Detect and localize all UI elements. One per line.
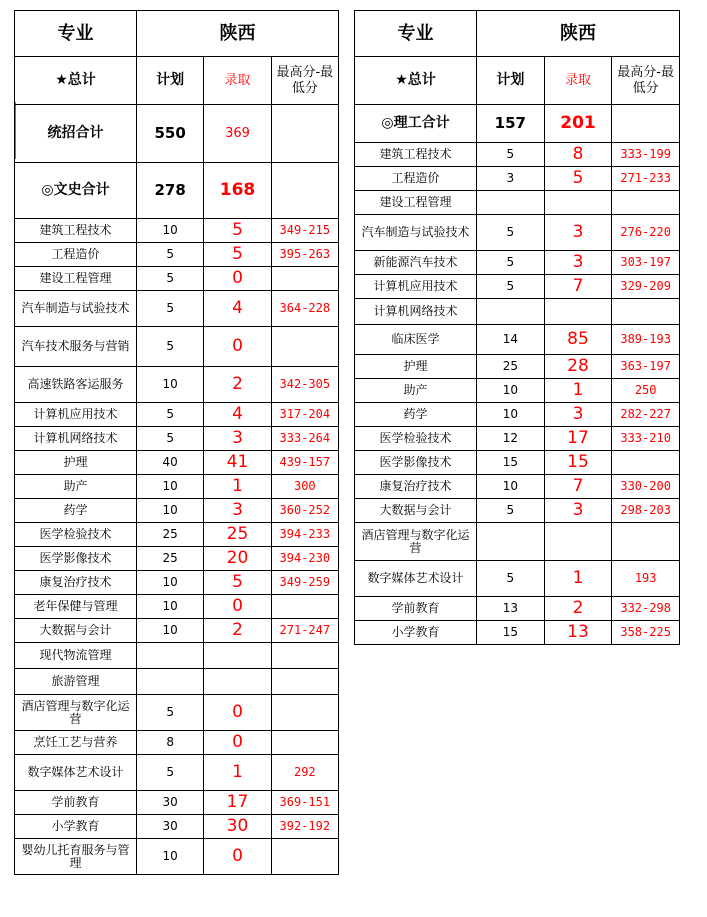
table-row: [355, 275, 680, 299]
table-row: [15, 403, 339, 427]
plan-count: 10: [477, 379, 545, 403]
table-row: [15, 695, 339, 731]
admit-count: [544, 523, 612, 561]
table-row: [15, 267, 339, 291]
admit-count: 1: [544, 561, 612, 597]
score-range: [271, 105, 338, 163]
plan-count: 5: [137, 695, 204, 731]
score-range: [612, 191, 680, 215]
admit-count: 13: [544, 621, 612, 645]
plan-count: 278: [137, 163, 204, 219]
table-row: [355, 167, 680, 191]
major-name: 小学教育: [15, 815, 137, 839]
plan-count: 25: [137, 523, 204, 547]
plan-count: 12: [477, 427, 545, 451]
table-row: [15, 219, 339, 243]
major-name: 计算机网络技术: [355, 299, 477, 325]
header-range: 最高分-最低分: [271, 57, 338, 105]
major-name: 老年保健与管理: [15, 595, 137, 619]
admit-count: 28: [544, 355, 612, 379]
table-row: [15, 669, 339, 695]
table-row: [15, 427, 339, 451]
major-name: 药学: [355, 403, 477, 427]
plan-count: 5: [477, 499, 545, 523]
score-range: 329-209: [612, 275, 680, 299]
right-table: [354, 10, 680, 645]
admit-count: 8: [544, 143, 612, 167]
score-range: 333-199: [612, 143, 680, 167]
major-name: 康复治疗技术: [15, 571, 137, 595]
major-name: 数字媒体艺术设计: [15, 755, 137, 791]
admit-count: 369: [204, 105, 271, 163]
admit-count: 5: [204, 243, 271, 267]
major-name: 汽车制造与试验技术: [15, 291, 137, 327]
admit-count: 1: [544, 379, 612, 403]
table-row: [15, 595, 339, 619]
admit-count: 3: [544, 215, 612, 251]
score-range: [612, 299, 680, 325]
plan-count: 5: [137, 427, 204, 451]
major-name: 护理: [15, 451, 137, 475]
plan-count: 5: [477, 215, 545, 251]
major-name: 大数据与会计: [355, 499, 477, 523]
admit-count: 20: [204, 547, 271, 571]
plan-count: [477, 523, 545, 561]
table-row: [355, 451, 680, 475]
plan-count: 5: [477, 561, 545, 597]
admit-count: 7: [544, 475, 612, 499]
score-range: [271, 839, 338, 875]
score-range: [271, 163, 338, 219]
header-plan: 计划: [137, 57, 204, 105]
score-range: 439-157: [271, 451, 338, 475]
admit-count: 17: [544, 427, 612, 451]
table-row: [15, 327, 339, 367]
table-row: [15, 791, 339, 815]
table-row: [15, 815, 339, 839]
score-range: 193: [612, 561, 680, 597]
score-range: 292: [271, 755, 338, 791]
table-row: [15, 643, 339, 669]
score-range: 330-200: [612, 475, 680, 499]
score-range: 282-227: [612, 403, 680, 427]
plan-count: 15: [477, 451, 545, 475]
score-range: 349-259: [271, 571, 338, 595]
table-row: [355, 499, 680, 523]
major-name: 酒店管理与数字化运营: [15, 695, 137, 731]
major-name: 酒店管理与数字化运营: [355, 523, 477, 561]
score-range: 332-298: [612, 597, 680, 621]
plan-count: 10: [137, 499, 204, 523]
table-row: [15, 839, 339, 875]
admit-count: 168: [204, 163, 271, 219]
score-range: [612, 105, 680, 143]
major-name: 汽车技术服务与营销: [15, 327, 137, 367]
table-row: [355, 427, 680, 451]
admit-count: 5: [204, 219, 271, 243]
admit-count: [204, 643, 271, 669]
score-range: 250: [612, 379, 680, 403]
score-range: 298-203: [612, 499, 680, 523]
plan-count: 5: [137, 403, 204, 427]
score-range: 276-220: [612, 215, 680, 251]
table-row: [15, 367, 339, 403]
table-row: [15, 291, 339, 327]
major-name: 医学影像技术: [355, 451, 477, 475]
score-range: 395-263: [271, 243, 338, 267]
admit-count: 2: [204, 619, 271, 643]
score-range: 364-228: [271, 291, 338, 327]
plan-count: 40: [137, 451, 204, 475]
major-name: 助产: [355, 379, 477, 403]
score-range: 394-233: [271, 523, 338, 547]
plan-count: 5: [137, 755, 204, 791]
score-range: [271, 669, 338, 695]
header-total: ★总计: [15, 57, 137, 105]
admit-count: 25: [204, 523, 271, 547]
admit-count: 0: [204, 695, 271, 731]
plan-count: 5: [137, 291, 204, 327]
major-name: 烹饪工艺与营养: [15, 731, 137, 755]
score-range: [271, 327, 338, 367]
major-name: 学前教育: [355, 597, 477, 621]
major-name: 高速铁路客运服务: [15, 367, 137, 403]
table-row: [355, 561, 680, 597]
major-name: 建设工程管理: [355, 191, 477, 215]
admit-count: 1: [204, 755, 271, 791]
score-range: [271, 595, 338, 619]
admit-count: 2: [544, 597, 612, 621]
major-name: 临床医学: [355, 325, 477, 355]
plan-count: 25: [477, 355, 545, 379]
major-name: 工程造价: [15, 243, 137, 267]
major-name: 药学: [15, 499, 137, 523]
table-row: [355, 215, 680, 251]
summary-row: [355, 105, 680, 143]
major-name: 医学影像技术: [15, 547, 137, 571]
plan-count: 5: [137, 327, 204, 367]
admit-count: 41: [204, 451, 271, 475]
plan-count: 10: [477, 475, 545, 499]
plan-count: 10: [137, 475, 204, 499]
header-range: 最高分-最低分: [612, 57, 680, 105]
plan-count: 10: [137, 219, 204, 243]
table-row: [355, 621, 680, 645]
table-row: [15, 619, 339, 643]
major-name: 工程造价: [355, 167, 477, 191]
admit-count: 0: [204, 731, 271, 755]
table-row: [355, 379, 680, 403]
plan-count: 5: [477, 275, 545, 299]
major-name: 医学检验技术: [15, 523, 137, 547]
header-major: 专业: [355, 11, 477, 57]
admit-count: 85: [544, 325, 612, 355]
table-row: [355, 299, 680, 325]
major-name: 建筑工程技术: [15, 219, 137, 243]
admit-count: 0: [204, 595, 271, 619]
table-row: [15, 523, 339, 547]
admit-count: 201: [544, 105, 612, 143]
major-name: 医学检验技术: [355, 427, 477, 451]
admit-count: 17: [204, 791, 271, 815]
plan-count: 550: [137, 105, 204, 163]
plan-count: 5: [477, 251, 545, 275]
table-row: [355, 191, 680, 215]
admit-count: 4: [204, 403, 271, 427]
plan-count: 157: [477, 105, 545, 143]
major-name: ◎理工合计: [355, 105, 477, 143]
major-name: 建设工程管理: [15, 267, 137, 291]
plan-count: 10: [137, 619, 204, 643]
plan-count: 25: [137, 547, 204, 571]
plan-count: 5: [137, 243, 204, 267]
plan-count: 10: [137, 571, 204, 595]
plan-count: [477, 299, 545, 325]
admit-count: [544, 191, 612, 215]
major-name: 现代物流管理: [15, 643, 137, 669]
table-row: [15, 243, 339, 267]
admit-count: 4: [204, 291, 271, 327]
major-name: 护理: [355, 355, 477, 379]
plan-count: 13: [477, 597, 545, 621]
score-range: [271, 695, 338, 731]
admit-count: [204, 669, 271, 695]
summary-row: [15, 163, 339, 219]
major-name: 大数据与会计: [15, 619, 137, 643]
admit-count: 3: [204, 499, 271, 523]
summary-row: [15, 105, 339, 163]
admit-count: 15: [544, 451, 612, 475]
plan-count: [137, 669, 204, 695]
score-range: 358-225: [612, 621, 680, 645]
plan-count: 10: [477, 403, 545, 427]
major-name: 建筑工程技术: [355, 143, 477, 167]
score-range: 333-210: [612, 427, 680, 451]
major-name: ◎文史合计: [15, 163, 137, 219]
score-range: [271, 267, 338, 291]
score-range: 333-264: [271, 427, 338, 451]
plan-count: [137, 643, 204, 669]
header-total: ★总计: [355, 57, 477, 105]
table-row: [15, 755, 339, 791]
admit-count: 30: [204, 815, 271, 839]
header-admit: 录取: [544, 57, 612, 105]
score-range: [612, 523, 680, 561]
plan-count: 30: [137, 815, 204, 839]
score-range: 392-192: [271, 815, 338, 839]
table-row: [355, 403, 680, 427]
table-row: [355, 355, 680, 379]
major-name: 旅游管理: [15, 669, 137, 695]
table-row: [355, 325, 680, 355]
admit-count: 1: [204, 475, 271, 499]
admit-count: 5: [544, 167, 612, 191]
header-plan: 计划: [477, 57, 545, 105]
score-range: 360-252: [271, 499, 338, 523]
admit-count: 0: [204, 839, 271, 875]
table-row: [355, 143, 680, 167]
header-province: 陕西: [477, 11, 680, 57]
score-range: 271-233: [612, 167, 680, 191]
table-row: [355, 597, 680, 621]
table-row: [15, 731, 339, 755]
plan-count: 30: [137, 791, 204, 815]
left-table: [14, 10, 339, 875]
plan-count: 14: [477, 325, 545, 355]
major-name: 学前教育: [15, 791, 137, 815]
score-range: 363-197: [612, 355, 680, 379]
score-range: 394-230: [271, 547, 338, 571]
plan-count: 3: [477, 167, 545, 191]
score-range: [271, 643, 338, 669]
admit-count: 3: [544, 403, 612, 427]
plan-count: 5: [137, 267, 204, 291]
header-province: 陕西: [137, 11, 339, 57]
table-row: [15, 451, 339, 475]
plan-count: 8: [137, 731, 204, 755]
score-range: 349-215: [271, 219, 338, 243]
major-name: 助产: [15, 475, 137, 499]
plan-count: 10: [137, 595, 204, 619]
major-name: 康复治疗技术: [355, 475, 477, 499]
admit-count: 0: [204, 267, 271, 291]
plan-count: 10: [137, 839, 204, 875]
major-name: 统招合计: [15, 105, 137, 163]
score-range: 369-151: [271, 791, 338, 815]
admit-count: 5: [204, 571, 271, 595]
major-name: 婴幼儿托育服务与管理: [15, 839, 137, 875]
table-row: [15, 571, 339, 595]
admit-count: 3: [544, 251, 612, 275]
score-range: 342-305: [271, 367, 338, 403]
table-row: [15, 499, 339, 523]
admit-count: 0: [204, 327, 271, 367]
major-name: 数字媒体艺术设计: [355, 561, 477, 597]
score-range: 389-193: [612, 325, 680, 355]
admit-count: 2: [204, 367, 271, 403]
major-name: 计算机应用技术: [355, 275, 477, 299]
table-row: [355, 523, 680, 561]
header-major: 专业: [15, 11, 137, 57]
admit-count: [544, 299, 612, 325]
major-name: 新能源汽车技术: [355, 251, 477, 275]
header-admit: 录取: [204, 57, 271, 105]
major-name: 计算机应用技术: [15, 403, 137, 427]
score-range: 271-247: [271, 619, 338, 643]
major-name: 小学教育: [355, 621, 477, 645]
score-range: [271, 731, 338, 755]
score-range: 317-204: [271, 403, 338, 427]
score-range: 303-197: [612, 251, 680, 275]
score-range: [612, 451, 680, 475]
table-row: [355, 251, 680, 275]
plan-count: 10: [137, 367, 204, 403]
admit-count: 3: [204, 427, 271, 451]
table-row: [15, 547, 339, 571]
plan-count: 15: [477, 621, 545, 645]
major-name: 汽车制造与试验技术: [355, 215, 477, 251]
admit-count: 3: [544, 499, 612, 523]
plan-count: 5: [477, 143, 545, 167]
table-row: [355, 475, 680, 499]
score-range: 300: [271, 475, 338, 499]
admit-count: 7: [544, 275, 612, 299]
plan-count: [477, 191, 545, 215]
table-row: [15, 475, 339, 499]
major-name: 计算机网络技术: [15, 427, 137, 451]
